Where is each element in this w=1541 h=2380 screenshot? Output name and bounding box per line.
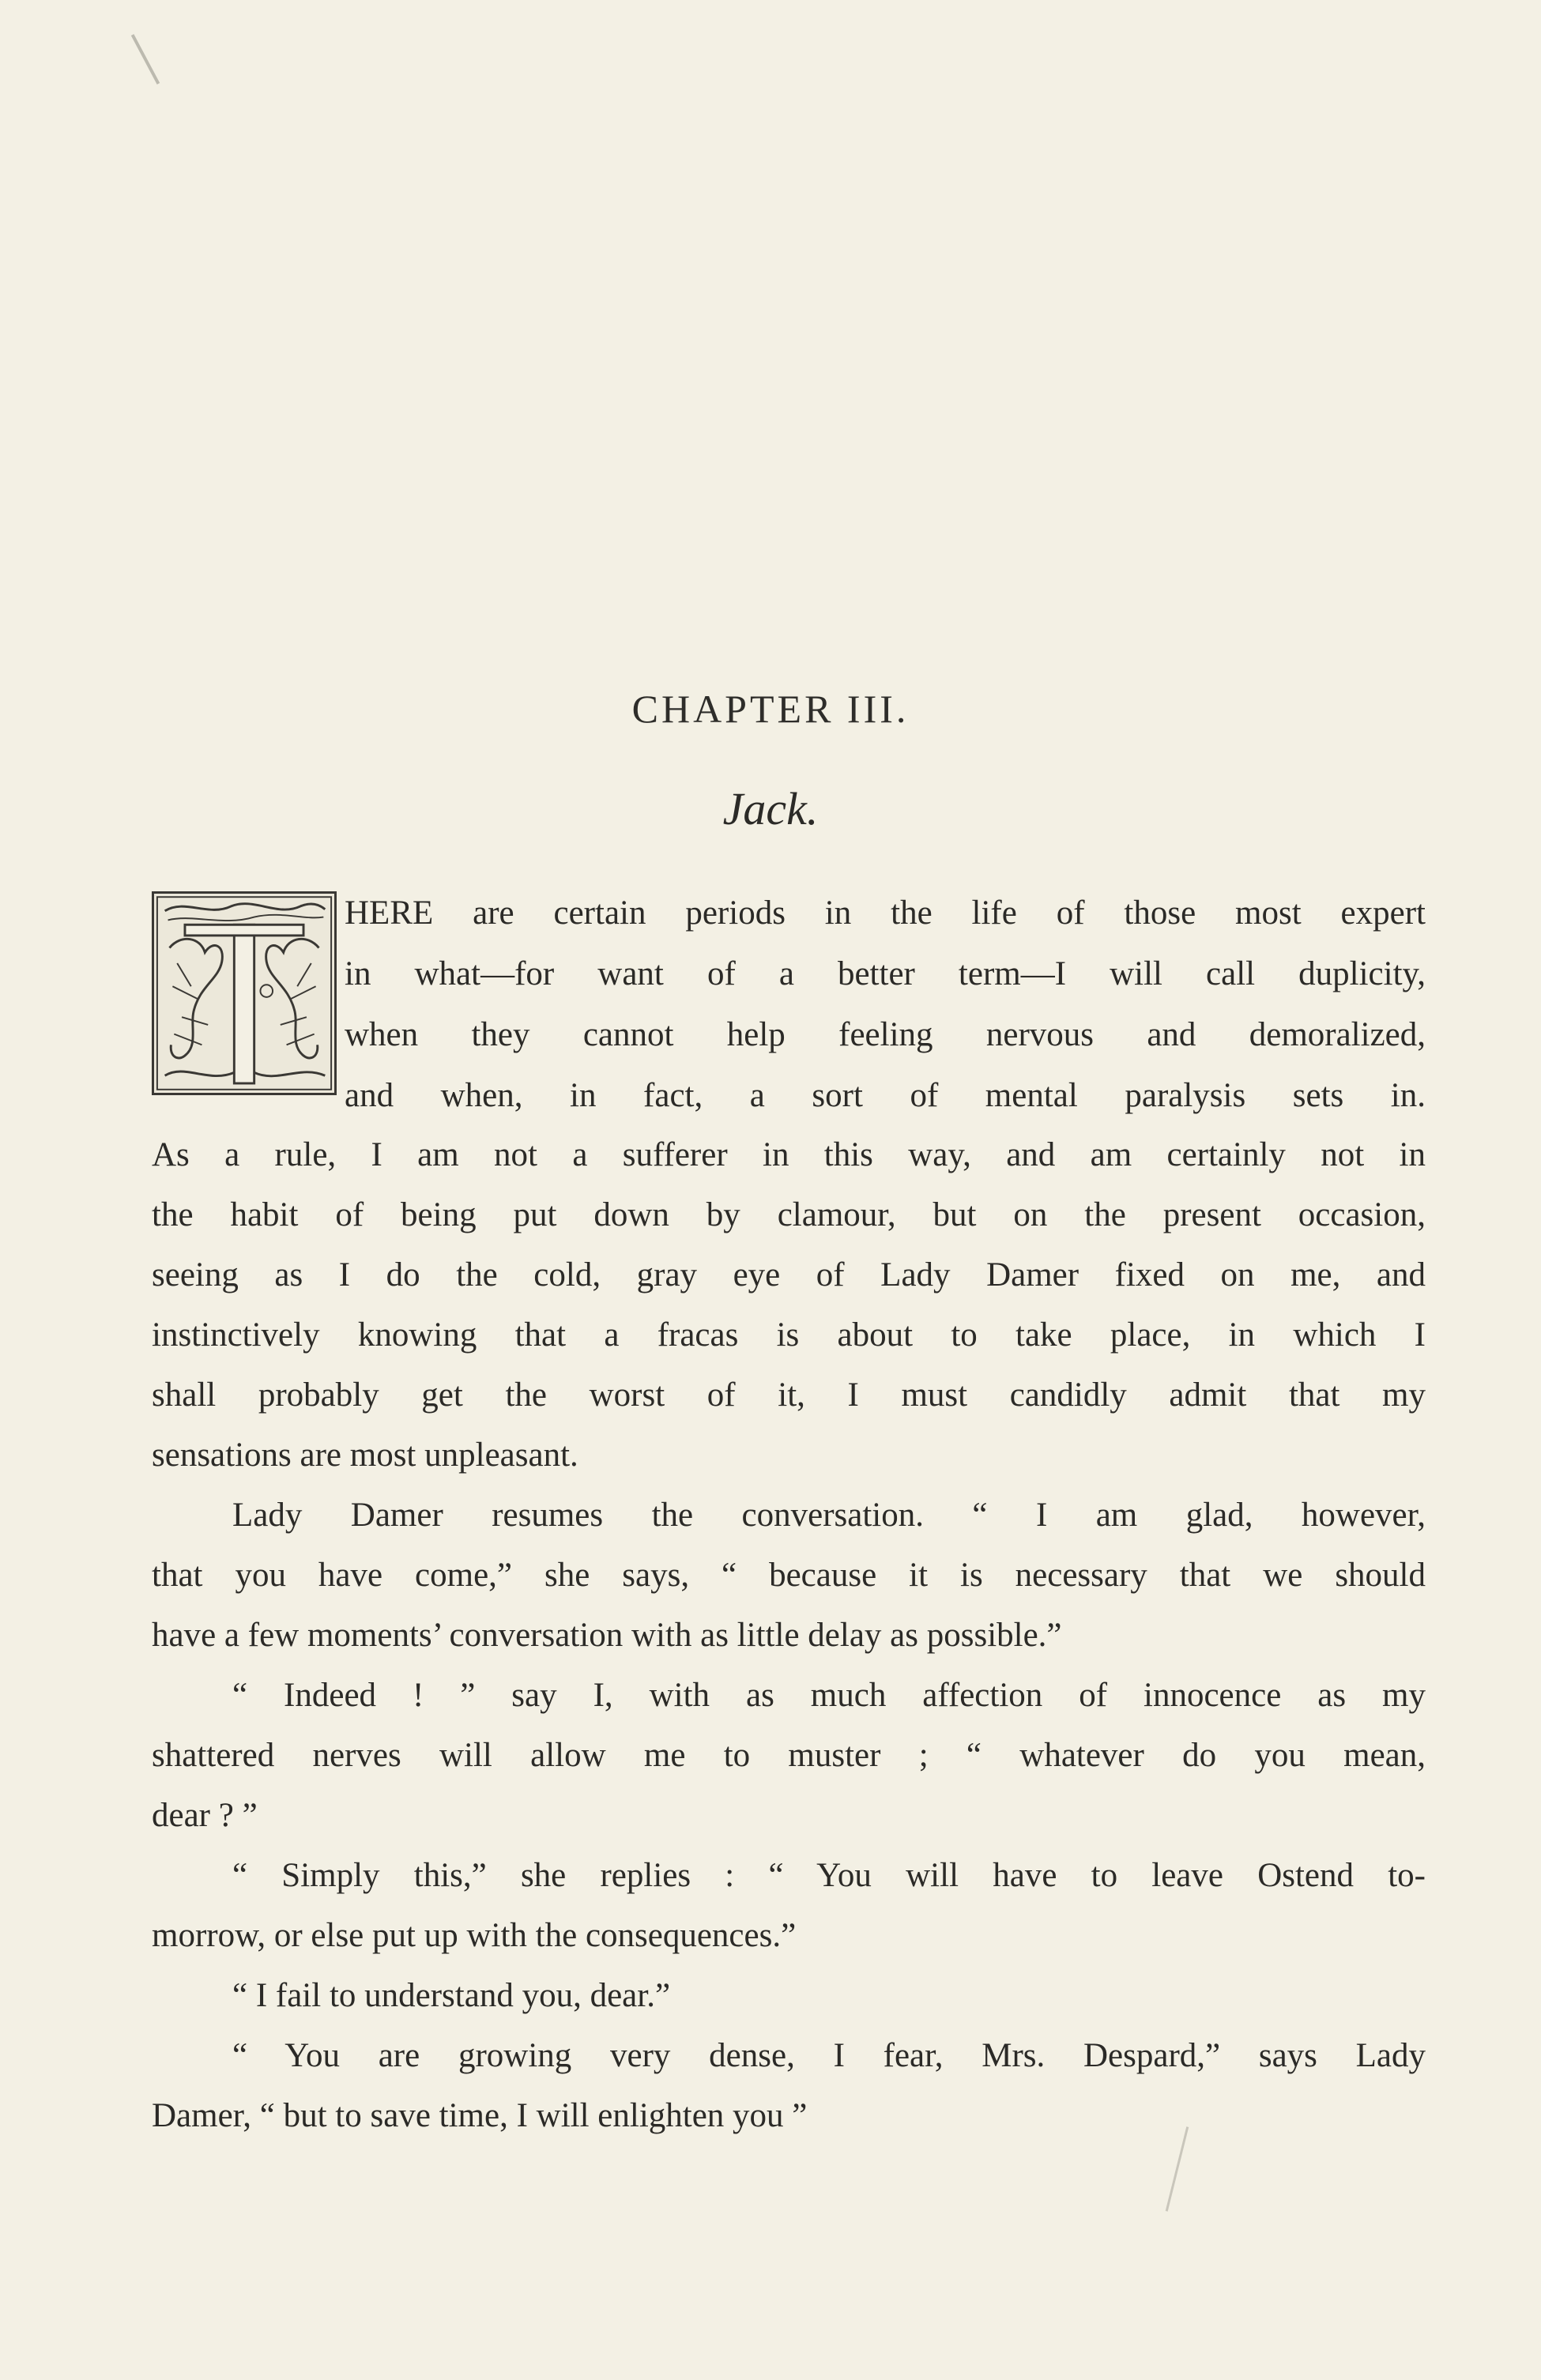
body-text-line: As a rule, I am not a sufferer in this way, and am certainly not in xyxy=(152,1136,1426,1173)
body-text-line: morrow, or else put up with the consequences.” xyxy=(152,1917,797,1954)
body-text-line: Lady Damer resumes the conversation. “ I am glad, however, xyxy=(232,1497,1426,1534)
drop-cap-illustration xyxy=(154,894,334,1093)
body-text-line: instinctively knowing that a fracas is about to take place, in which I xyxy=(152,1316,1426,1354)
chapter-subtitle: Jack. xyxy=(722,783,819,834)
body-text-line: that you have come,” she says, “ because it is necessary that we should xyxy=(152,1557,1426,1594)
body-text-line: “ Simply this,” she replies : “ You will have to leave Ostend to- xyxy=(232,1857,1426,1894)
body-text-line: Damer, “ but to save time, I will enlighten you ” xyxy=(152,2097,808,2134)
paper-scratch-mark xyxy=(131,34,160,85)
body-text-line: sensations are most unpleasant. xyxy=(152,1437,578,1474)
body-text-line: have a few moments’ conversation with as little delay as possible.” xyxy=(152,1617,1062,1654)
body-text-line: when they cannot help feeling nervous and demoralized, xyxy=(345,1016,1426,1053)
body-text-line: “ You are growing very dense, I fear, Mrs. Despard,” says Lady xyxy=(232,2037,1426,2074)
ornamental-initial-with-eagles-icon xyxy=(152,891,337,1095)
body-text-line: “ Indeed ! ” say I, with as much affection of innocence as my xyxy=(232,1677,1426,1714)
body-text-line: in what—for want of a better term—I will call duplicity, xyxy=(345,955,1426,992)
body-text-line: shall probably get the worst of it, I must candidly admit that my xyxy=(152,1376,1426,1414)
body-text-line: “ I fail to understand you, dear.” xyxy=(232,1977,671,2014)
body-text-line: and when, in fact, a sort of mental paralysis sets in. xyxy=(345,1077,1426,1114)
body-text-line: seeing as I do the cold, gray eye of Lady Damer fixed on me, and xyxy=(152,1256,1426,1294)
body-text-line: HERE are certain periods in the life of those most expert xyxy=(345,894,1426,932)
body-text-line: the habit of being put down by clamour, but on the present occasion, xyxy=(152,1196,1426,1233)
body-text-line: shattered nerves will allow me to muster ; “ whatever do you mean, xyxy=(152,1737,1426,1774)
chapter-heading: CHAPTER III. xyxy=(631,687,910,731)
body-text-line: dear ? ” xyxy=(152,1797,258,1834)
